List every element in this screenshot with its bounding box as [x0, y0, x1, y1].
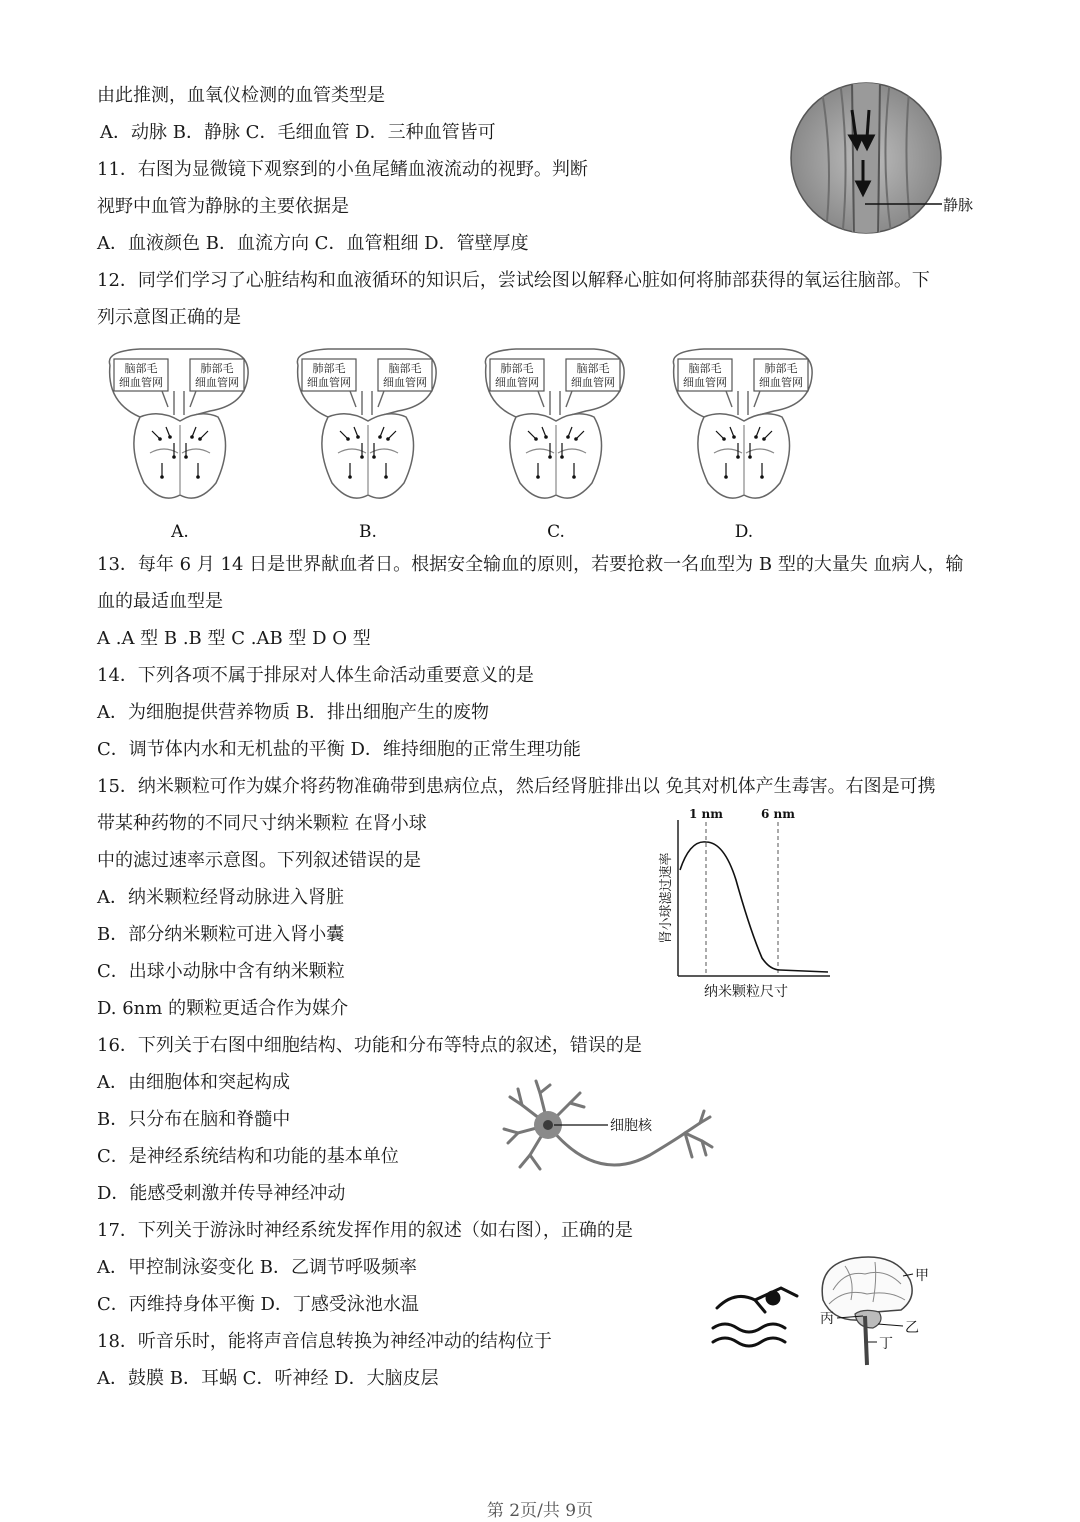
- heart-circulation-diagrams: [100, 345, 830, 545]
- vein-label: 静脉: [943, 196, 974, 214]
- q12-stem-cont: 列示意图正确的是: [97, 307, 241, 328]
- q14-options-cd: C．调节体内水和无机盐的平衡 D．维持细胞的正常生理功能: [97, 739, 581, 760]
- q16-stem: 16．下列关于右图中细胞结构、功能和分布等特点的叙述，错误的是: [97, 1035, 642, 1056]
- q11-stem-cont: 视野中血管为静脉的主要依据是: [97, 196, 349, 217]
- fish-tail-microscope-figure: [780, 80, 990, 240]
- q14-options-ab: A．为细胞提供营养物质 B．排出细胞产生的废物: [97, 702, 489, 723]
- q15-stem-cont2: 中的滤过速率示意图。下列叙述错误的是: [97, 850, 421, 871]
- q12-stem: 12．同学们学习了心脏结构和血液循环的知识后，尝试绘图以解释心脏如何将肺部获得的氧运往脑部。下: [97, 270, 930, 291]
- heart-diagram-caption: D.: [734, 522, 754, 542]
- nucleus-label: 细胞核: [610, 1118, 652, 1134]
- heart-diagram: [297, 349, 436, 542]
- q10-options: A．动脉 B．静脉 C．毛细血管 D．三种血管皆可: [100, 122, 496, 143]
- heart-box-left-line2: 细血管网: [307, 376, 351, 389]
- heart-box-left-line1: 脑部毛: [124, 362, 158, 375]
- q18-stem: 18．听音乐时，能将声音信息转换为神经冲动的结构位于: [97, 1331, 552, 1352]
- heart-box-left-line2: 细血管网: [495, 376, 539, 389]
- swimmer-icon: [713, 1288, 797, 1346]
- heart-box-right-line1: 脑部毛: [388, 362, 422, 375]
- q15-option-a: A．纳米颗粒经肾动脉进入肾脏: [97, 887, 344, 908]
- heart-box-right-line1: 肺部毛: [764, 362, 798, 375]
- label-bing: 丙: [820, 1311, 834, 1327]
- q13-stem-cont: 血的最适血型是: [97, 591, 223, 612]
- text-line: 由此推测，血氧仪检测的血管类型是: [97, 85, 385, 106]
- heart-box-right-line2: 细血管网: [383, 376, 427, 389]
- y-axis-label: 肾小球滤过速率: [659, 852, 674, 944]
- x-axis-label: 纳米颗粒尺寸: [704, 984, 788, 1000]
- q17-stem: 17．下列关于游泳时神经系统发挥作用的叙述（如右图），正确的是: [97, 1220, 633, 1241]
- heart-box-left-line2: 细血管网: [683, 376, 727, 389]
- neuron-figure: [500, 1075, 720, 1185]
- heart-diagram-caption: B.: [359, 522, 377, 542]
- q16-option-c: C．是神经系统结构和功能的基本单位: [97, 1146, 399, 1167]
- label-ding: 丁: [879, 1336, 893, 1352]
- nano-filtration-chart: [650, 800, 840, 1005]
- heart-diagram: [485, 349, 624, 542]
- heart-box-left-line1: 肺部毛: [312, 362, 346, 375]
- q15-option-d: D. 6nm 的颗粒更适合作为媒介: [97, 998, 349, 1019]
- q13-options: A .A 型 B .B 型 C .AB 型 D O 型: [97, 628, 371, 649]
- page-footer: 第 2页/共 9页: [486, 1501, 594, 1521]
- q17-options-ab: A．甲控制泳姿变化 B．乙调节呼吸频率: [97, 1257, 417, 1278]
- swimmer-brain-figure: [705, 1250, 945, 1375]
- heart-diagram-caption: C.: [547, 522, 565, 542]
- heart-box-right-line2: 细血管网: [759, 376, 803, 389]
- q16-option-d: D．能感受刺激并传导神经冲动: [97, 1183, 346, 1204]
- heart-box-left-line1: 肺部毛: [500, 362, 534, 375]
- q17-options-cd: C．丙维持身体平衡 D．丁感受泳池水温: [97, 1294, 419, 1315]
- filtration-curve: [680, 842, 828, 972]
- q15-stem-cont: 带某种药物的不同尺寸纳米颗粒 在肾小球: [97, 813, 427, 834]
- heart-box-right-line1: 肺部毛: [200, 362, 234, 375]
- heart-box-left-line1: 脑部毛: [688, 362, 722, 375]
- heart-diagram: [109, 349, 248, 542]
- q13-stem: 13．每年 6 月 14 日是世界献血者日。根据安全输血的原则，若要抢救一名血型为 B 型的大量失 血病人，输: [97, 554, 964, 575]
- label-jia: 甲: [915, 1268, 929, 1284]
- heart-box-left-line2: 细血管网: [119, 376, 163, 389]
- q15-option-b: B．部分纳米颗粒可进入肾小囊: [97, 924, 345, 945]
- heart-box-right-line1: 脑部毛: [576, 362, 610, 375]
- q11-options: A．血液颜色 B．血流方向 C．血管粗细 D．管壁厚度: [97, 233, 529, 254]
- q11-stem: 11．右图为显微镜下观察到的小鱼尾鳍血液流动的视野。判断: [97, 159, 588, 180]
- heart-box-right-line2: 细血管网: [571, 376, 615, 389]
- tick-6nm: 6 nm: [761, 807, 795, 821]
- q14-stem: 14．下列各项不属于排尿对人体生命活动重要意义的是: [97, 665, 534, 686]
- q16-option-a: A．由细胞体和突起构成: [97, 1072, 290, 1093]
- q15-option-c: C．出球小动脉中含有纳米颗粒: [97, 961, 345, 982]
- tick-1nm: 1 nm: [689, 807, 723, 821]
- heart-box-right-line2: 细血管网: [195, 376, 239, 389]
- q16-option-b: B．只分布在脑和脊髓中: [97, 1109, 291, 1130]
- q18-options: A．鼓膜 B．耳蜗 C．听神经 D．大脑皮层: [97, 1368, 439, 1389]
- brain-icon: [822, 1257, 912, 1365]
- q15-stem: 15．纳米颗粒可作为媒介将药物准确带到患病位点，然后经肾脏排出以 免其对机体产生毒害。右图是可携: [97, 776, 936, 797]
- heart-diagram: [673, 349, 812, 542]
- heart-diagram-caption: A.: [171, 522, 189, 542]
- label-yi: 乙: [905, 1320, 919, 1336]
